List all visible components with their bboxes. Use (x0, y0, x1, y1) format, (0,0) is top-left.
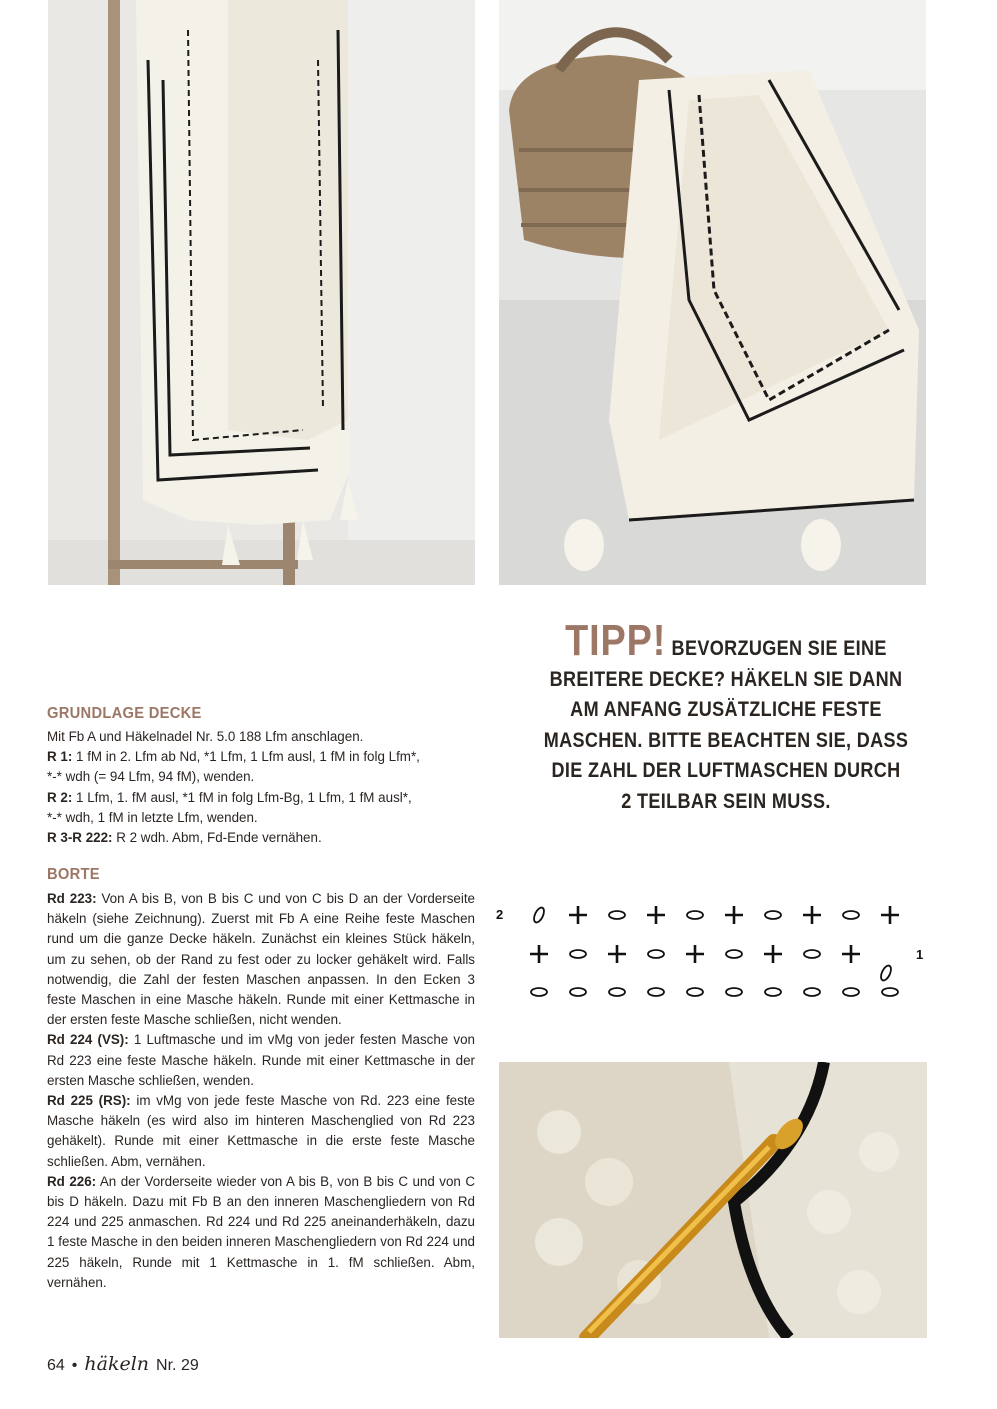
chart-foundation-chain (531, 988, 898, 996)
chart-row-1-label: 1 (916, 947, 924, 962)
chart-symbol-ch (843, 988, 859, 996)
footer-bullet: • (71, 1357, 78, 1374)
chart-symbol-ch (609, 988, 625, 996)
chart-symbol-ch (726, 988, 742, 996)
row1-text-1: 1 fM in 2. Lfm ab Nd, *1 Lfm, 1 Lfm ausl, 1 fM in folg Lfm*, (76, 749, 420, 765)
chart-symbol-ch (570, 950, 586, 958)
chart-symbol-sc (608, 945, 626, 963)
chart-symbol-ch (804, 988, 820, 996)
row1-label: R 1: (47, 749, 73, 765)
chart-symbol-ch (687, 988, 703, 996)
tip-line-2: BREITERE DECKE? HÄKELN SIE DANN (549, 667, 903, 691)
chart-symbol-sc (842, 945, 860, 963)
chart-symbol-turning-chain (879, 964, 893, 982)
chart-symbol-ch (648, 950, 664, 958)
tip-heading: TIPP! (565, 616, 667, 665)
chart-symbol-ch (687, 911, 703, 919)
rd226-text: An der Vorderseite wieder von A bis B, von B bis C und von C bis D häkeln. Dazu mit Fb B an den inneren Maschengliedern von Rd 224 und 225 anmaschen. Rd 224 und Rd 225 aneinanderhäkeln, dazu 1 feste Masche in den beiden inneren Maschengliedern von Rd 224 und 225 häkeln, Runde mit 1 Kettmasche in 1. fM schließen. Abm, vernähen. (47, 1173, 476, 1290)
page-footer (47, 1353, 199, 1375)
chart-row-1 (530, 945, 893, 982)
rd223-label: Rd 223: (47, 891, 97, 906)
rd225-label: Rd 225 (RS): (47, 1093, 131, 1109)
tip-line-6: 2 TEILBAR SEIN MUSS. (621, 789, 831, 813)
crochet-hook-photo (499, 1062, 927, 1338)
rd225-text: im vMg von jede feste Masche von Rd. 223 eine feste Masche häkeln (es wird also im hinteren Maschenglied von Rd 223 gehäkelt). Runde mit einer Kettmasche in die erste feste Masche schließen. Abm, vernähen. (47, 1093, 475, 1169)
grundlage-heading: GRUNDLAGE DECKE (47, 705, 202, 722)
chart-row-2-label: 2 (496, 907, 504, 922)
chart-symbol-turning-chain (532, 906, 546, 924)
chart-symbol-ch (531, 988, 547, 996)
rd224-label: Rd 224 (VS): (47, 1032, 129, 1048)
tip-line-3: AM ANFANG ZUSÄTZLICHE FESTE (570, 698, 882, 721)
blanket-basket-photo (499, 0, 926, 585)
chart-symbol-ch (726, 950, 742, 958)
chart-symbol-sc (803, 906, 821, 924)
chart-symbol-sc (686, 945, 704, 963)
borte-instructions (47, 889, 475, 1293)
tip-line-1: BEVORZUGEN SIE EINE (671, 637, 887, 660)
chart-symbol-ch (882, 988, 898, 996)
row2-text-2: *-* wdh, 1 fM in letzte Lfm, wenden. (47, 809, 258, 825)
tip-box (512, 616, 940, 817)
rd224-text: 1 Luftmasche und im vMg von jeder festen Masche von Rd 223 eine feste Masche häkeln. Runde mit einer Kettmasche in der ersten Masche schließen, wenden. (47, 1032, 475, 1088)
chart-symbol-ch (648, 988, 664, 996)
chart-symbol-sc (530, 945, 548, 963)
borte-heading: BORTE (47, 866, 100, 883)
row2-label: R 2: (47, 789, 73, 805)
chart-symbol-ch (609, 911, 625, 919)
row3-label: R 3-R 222: (47, 830, 113, 846)
chart-symbol-sc (881, 906, 899, 924)
chart-symbol-sc (647, 906, 665, 924)
chart-symbol-ch (843, 911, 859, 919)
chart-symbol-sc (569, 906, 587, 924)
chart-symbol-sc (725, 906, 743, 924)
tip-line-4: MASCHEN. BITTE BEACHTEN SIE, DASS (543, 728, 909, 752)
chart-symbol-sc (764, 945, 782, 963)
issue-number: Nr. 29 (156, 1357, 199, 1374)
grundlage-intro: Mit Fb A und Häkelnadel Nr. 5.0 188 Lfm anschlagen. (47, 729, 364, 744)
rd223-text: Von A bis B, von B bis C und von C bis D an der Vorderseite häkeln (siehe Zeichnung). Zuerst mit Fb A eine Reihe feste Maschen rund um die ganze Decke häkeln. Zunächst ein kleines Stück häkeln, um zu sehen, ob der Rand zu fest oder zu locker gehäkelt wird. Falls notwendig, die Zahl der festen Maschen anpassen. In den Ecken 3 feste Maschen in eine Masche häkeln. Runde mit einer Kettmasche in der ersten feste Masche schließen, nicht wenden. (47, 891, 475, 1028)
chart-row-2 (532, 906, 899, 924)
blanket-ladder-photo (48, 0, 475, 585)
grundlage-instructions (47, 727, 475, 848)
row2-text-1: 1 Lfm, 1. fM ausl, *1 fM in folg Lfm-Bg, 1 Lfm, 1 fM ausl*, (76, 789, 412, 805)
page-number: 64 (47, 1357, 65, 1374)
rd226-label: Rd 226: (47, 1173, 97, 1189)
row3-text: R 2 wdh. Abm, Fd-Ende vernähen. (116, 830, 322, 846)
magazine-title: häkeln (84, 1353, 150, 1375)
chart-symbol-ch (804, 950, 820, 958)
crochet-stitch-chart (494, 895, 934, 1005)
tip-line-5: DIE ZAHL DER LUFTMASCHEN DURCH (551, 759, 901, 782)
chart-symbol-ch (765, 911, 781, 919)
chart-symbol-ch (570, 988, 586, 996)
chart-symbol-ch (765, 988, 781, 996)
row1-text-2: *-* wdh (= 94 Lfm, 94 fM), wenden. (47, 769, 255, 785)
